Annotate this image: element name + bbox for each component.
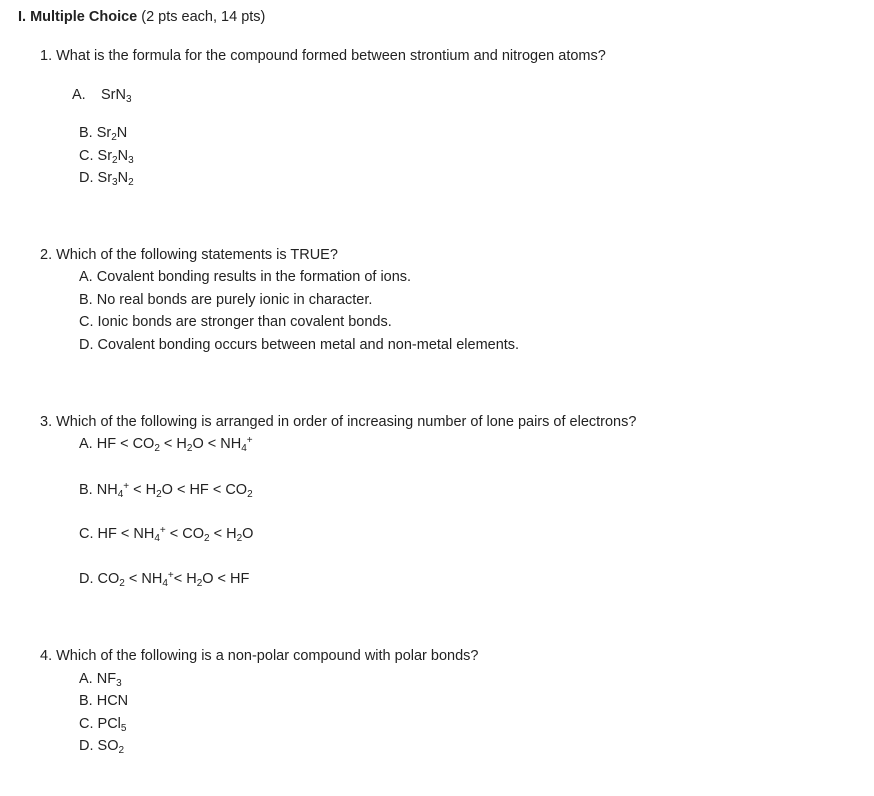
question-number: 2. xyxy=(40,247,53,263)
section-points: (2 pts each, 14 pts) xyxy=(141,9,266,25)
text-run: Sr xyxy=(97,148,113,164)
option-letter: B. xyxy=(79,482,93,498)
question-4 xyxy=(40,647,478,665)
superscript: + xyxy=(167,570,174,581)
question-text: What is the formula for the compound formed between strontium and nitrogen atoms? xyxy=(56,48,606,64)
subscript: 4 xyxy=(241,443,247,454)
q1-option-b xyxy=(79,124,127,142)
text-run: HCN xyxy=(96,693,129,709)
text-run: Ionic bonds are stronger than covalent bonds. xyxy=(97,314,392,330)
subscript: 2 xyxy=(119,578,125,589)
subscript: 5 xyxy=(120,723,127,734)
text-run: No real bonds are purely ionic in character. xyxy=(96,292,373,308)
option-letter: B. xyxy=(79,292,93,308)
option-text xyxy=(101,87,132,103)
option-text xyxy=(98,738,125,754)
q1-option-d xyxy=(79,169,134,187)
q4-option-c xyxy=(79,715,126,733)
text-run: CO xyxy=(97,571,120,587)
subscript: 2 xyxy=(156,489,162,500)
option-text xyxy=(97,482,253,498)
text-run: < H xyxy=(209,526,237,542)
q4-option-b xyxy=(79,692,128,710)
superscript: + xyxy=(246,435,253,446)
question-3 xyxy=(40,413,636,431)
option-letter: D. xyxy=(79,738,94,754)
text-run: < NH xyxy=(124,571,163,587)
subscript: 4 xyxy=(117,489,124,500)
text-run: NF xyxy=(96,671,117,687)
question-text: Which of the following statements is TRUE? xyxy=(56,247,338,263)
option-letter: D. xyxy=(79,337,94,353)
option-text xyxy=(98,170,134,186)
text-run: SO xyxy=(97,738,119,754)
q2-option-d xyxy=(79,336,519,354)
text-run: O < HF < CO xyxy=(161,482,248,498)
option-letter: D. xyxy=(79,571,94,587)
option-letter: B. xyxy=(79,693,93,709)
text-run: PCl xyxy=(97,716,121,732)
question-number: 4. xyxy=(40,648,53,664)
text-run: SrN xyxy=(101,87,126,103)
subscript: 2 xyxy=(186,443,193,454)
question-1 xyxy=(40,47,606,65)
q1-option-c xyxy=(79,147,134,165)
option-letter: A. xyxy=(79,269,93,285)
subscript: 3 xyxy=(128,155,134,166)
q3-option-b xyxy=(79,481,253,499)
q1-option-a xyxy=(72,86,132,104)
question-number: 3. xyxy=(40,414,53,430)
text-run: HF < NH xyxy=(97,526,155,542)
option-text xyxy=(97,269,411,285)
subscript: 2 xyxy=(111,132,117,143)
subscript: 3 xyxy=(112,177,118,188)
section-heading: I. Multiple Choice xyxy=(18,9,138,25)
text-run: Covalent bonding occurs between metal and non-metal elements. xyxy=(97,337,520,353)
text-run: HF < CO xyxy=(96,436,155,452)
option-letter: A. xyxy=(79,671,93,687)
text-run: O < HF xyxy=(202,571,250,587)
text-run: O xyxy=(242,526,254,542)
text-run: < H xyxy=(159,436,187,452)
subscript: 4 xyxy=(162,578,168,589)
option-text xyxy=(98,337,520,353)
text-run: Covalent bonding results in the formation of ions. xyxy=(96,269,412,285)
subscript: 2 xyxy=(196,578,203,589)
subscript: 4 xyxy=(154,533,160,544)
q2-option-a xyxy=(79,268,411,286)
text-run: < H xyxy=(173,571,197,587)
question-text: Which of the following is arranged in order of increasing number of lone pairs of electrons? xyxy=(56,414,637,430)
option-letter: C. xyxy=(79,526,94,542)
question-text: Which of the following is a non-polar compound with polar bonds? xyxy=(56,648,479,664)
question-number: 1. xyxy=(40,48,53,64)
option-text xyxy=(98,571,250,587)
option-letter: C. xyxy=(79,148,94,164)
superscript: + xyxy=(123,481,130,492)
subscript: 2 xyxy=(236,533,243,544)
text-run: Sr xyxy=(97,170,113,186)
text-run: N xyxy=(116,125,128,141)
option-text xyxy=(97,436,253,452)
text-run: N xyxy=(117,170,129,186)
option-text xyxy=(97,125,128,141)
q2-option-c xyxy=(79,313,392,331)
q2-option-b xyxy=(79,291,372,309)
subscript: 2 xyxy=(112,155,118,166)
subscript: 2 xyxy=(118,745,125,756)
subscript: 2 xyxy=(128,177,134,188)
q3-option-c xyxy=(79,525,253,543)
subscript: 2 xyxy=(204,533,210,544)
option-text xyxy=(97,693,128,709)
subscript: 2 xyxy=(154,443,160,454)
option-letter: D. xyxy=(79,170,94,186)
q3-option-a xyxy=(79,435,253,453)
text-run: Sr xyxy=(96,125,112,141)
text-run: N xyxy=(117,148,129,164)
option-text xyxy=(97,671,122,687)
option-letter: C. xyxy=(79,716,94,732)
q4-option-a xyxy=(79,670,122,688)
text-run: < H xyxy=(129,482,157,498)
option-text xyxy=(98,148,134,164)
option-text xyxy=(97,292,373,308)
option-letter: A. xyxy=(72,87,86,103)
section-title xyxy=(18,8,265,26)
text-run: O < NH xyxy=(192,436,242,452)
option-text xyxy=(98,314,392,330)
option-letter: A. xyxy=(79,436,93,452)
subscript: 3 xyxy=(116,678,122,689)
option-text xyxy=(98,716,127,732)
subscript: 3 xyxy=(125,94,132,105)
superscript: + xyxy=(159,525,166,536)
q4-option-d xyxy=(79,737,124,755)
text-run: NH xyxy=(96,482,118,498)
option-text xyxy=(98,526,254,542)
subscript: 2 xyxy=(247,489,253,500)
option-letter: B. xyxy=(79,125,93,141)
text-run: < CO xyxy=(165,526,205,542)
question-2 xyxy=(40,246,338,264)
option-letter: C. xyxy=(79,314,94,330)
q3-option-d xyxy=(79,570,249,588)
